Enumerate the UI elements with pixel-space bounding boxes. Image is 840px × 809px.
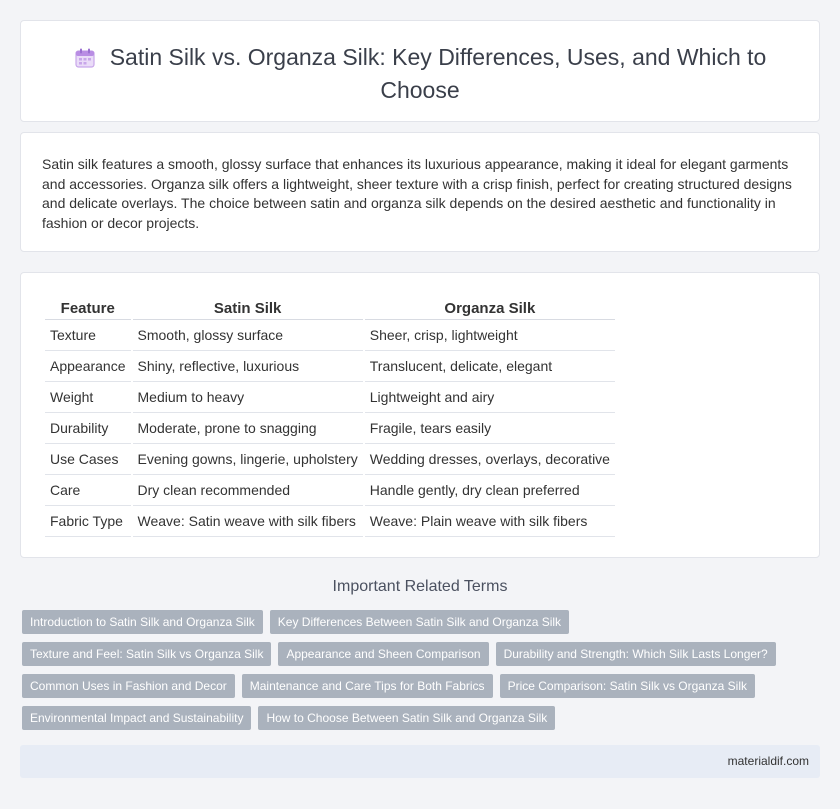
cell-satin: Shiny, reflective, luxurious [133,351,363,382]
related-tag[interactable]: How to Choose Between Satin Silk and Organza Silk [258,706,555,730]
header-feature: Feature [45,295,131,320]
table-row [45,444,615,475]
summary-text: Satin silk features a smooth, glossy surface that enhances its luxurious appearance, making it ideal for elegant garments and accessories. Organza silk offers a lightweight, sheer texture with a crisp finish, perfect for creating structured designs and delicate overlays. The choice between satin and organza silk depends on the desired aesthetic and functionality in fashion or decor projects. [42,156,792,231]
cell-satin: Evening gowns, lingerie, upholstery [133,444,363,475]
cell-organza: Wedding dresses, overlays, decorative [365,444,615,475]
related-terms-title: Important Related Terms [332,578,508,595]
related-tag[interactable]: Environmental Impact and Sustainability [22,706,251,730]
page-title-text: Satin Silk vs. Organza Silk: Key Differences, Uses, and Which to Choose [109,44,767,103]
footer [20,745,820,778]
table-row [45,475,615,506]
related-tag[interactable]: Key Differences Between Satin Silk and Organza Silk [270,610,569,634]
table-row [45,506,615,537]
site-link[interactable]: materialdif.com [727,754,809,768]
header-satin-silk: Satin Silk [133,295,363,320]
cell-feature: Use Cases [45,444,131,475]
cell-satin: Smooth, glossy surface [133,320,363,351]
cell-satin: Medium to heavy [133,382,363,413]
related-tag[interactable]: Common Uses in Fashion and Decor [22,674,235,698]
table-row [45,320,615,351]
related-tag[interactable]: Texture and Feel: Satin Silk vs Organza Silk [22,642,271,666]
table-row [45,413,615,444]
cell-organza: Sheer, crisp, lightweight [365,320,615,351]
cell-feature: Texture [45,320,131,351]
related-tag[interactable]: Durability and Strength: Which Silk Lasts Longer? [496,642,776,666]
cell-feature: Appearance [45,351,131,382]
cell-organza: Handle gently, dry clean preferred [365,475,615,506]
cell-feature: Fabric Type [45,506,131,537]
cell-satin: Dry clean recommended [133,475,363,506]
table-header-row [45,295,615,320]
comparison-table [43,295,617,537]
header-organza-silk: Organza Silk [365,295,615,320]
cell-satin: Weave: Satin weave with silk fibers [133,506,363,537]
related-terms-tags [22,610,822,730]
cell-organza: Fragile, tears easily [365,413,615,444]
related-tag[interactable]: Introduction to Satin Silk and Organza Silk [22,610,263,634]
related-tag[interactable]: Maintenance and Care Tips for Both Fabrics [242,674,493,698]
summary-card [20,132,820,252]
cell-organza: Weave: Plain weave with silk fibers [365,506,615,537]
cell-satin: Moderate, prone to snagging [133,413,363,444]
calendar-icon [74,47,96,76]
cell-feature: Durability [45,413,131,444]
cell-organza: Lightweight and airy [365,382,615,413]
cell-organza: Translucent, delicate, elegant [365,351,615,382]
table-row [45,351,615,382]
cell-feature: Care [45,475,131,506]
table-row [45,382,615,413]
header-card [20,20,820,122]
related-tag[interactable]: Price Comparison: Satin Silk vs Organza Silk [500,674,755,698]
related-tag[interactable]: Appearance and Sheen Comparison [278,642,488,666]
page-title [61,43,779,105]
cell-feature: Weight [45,382,131,413]
comparison-table-card [20,272,820,558]
title-wrap [61,43,779,105]
